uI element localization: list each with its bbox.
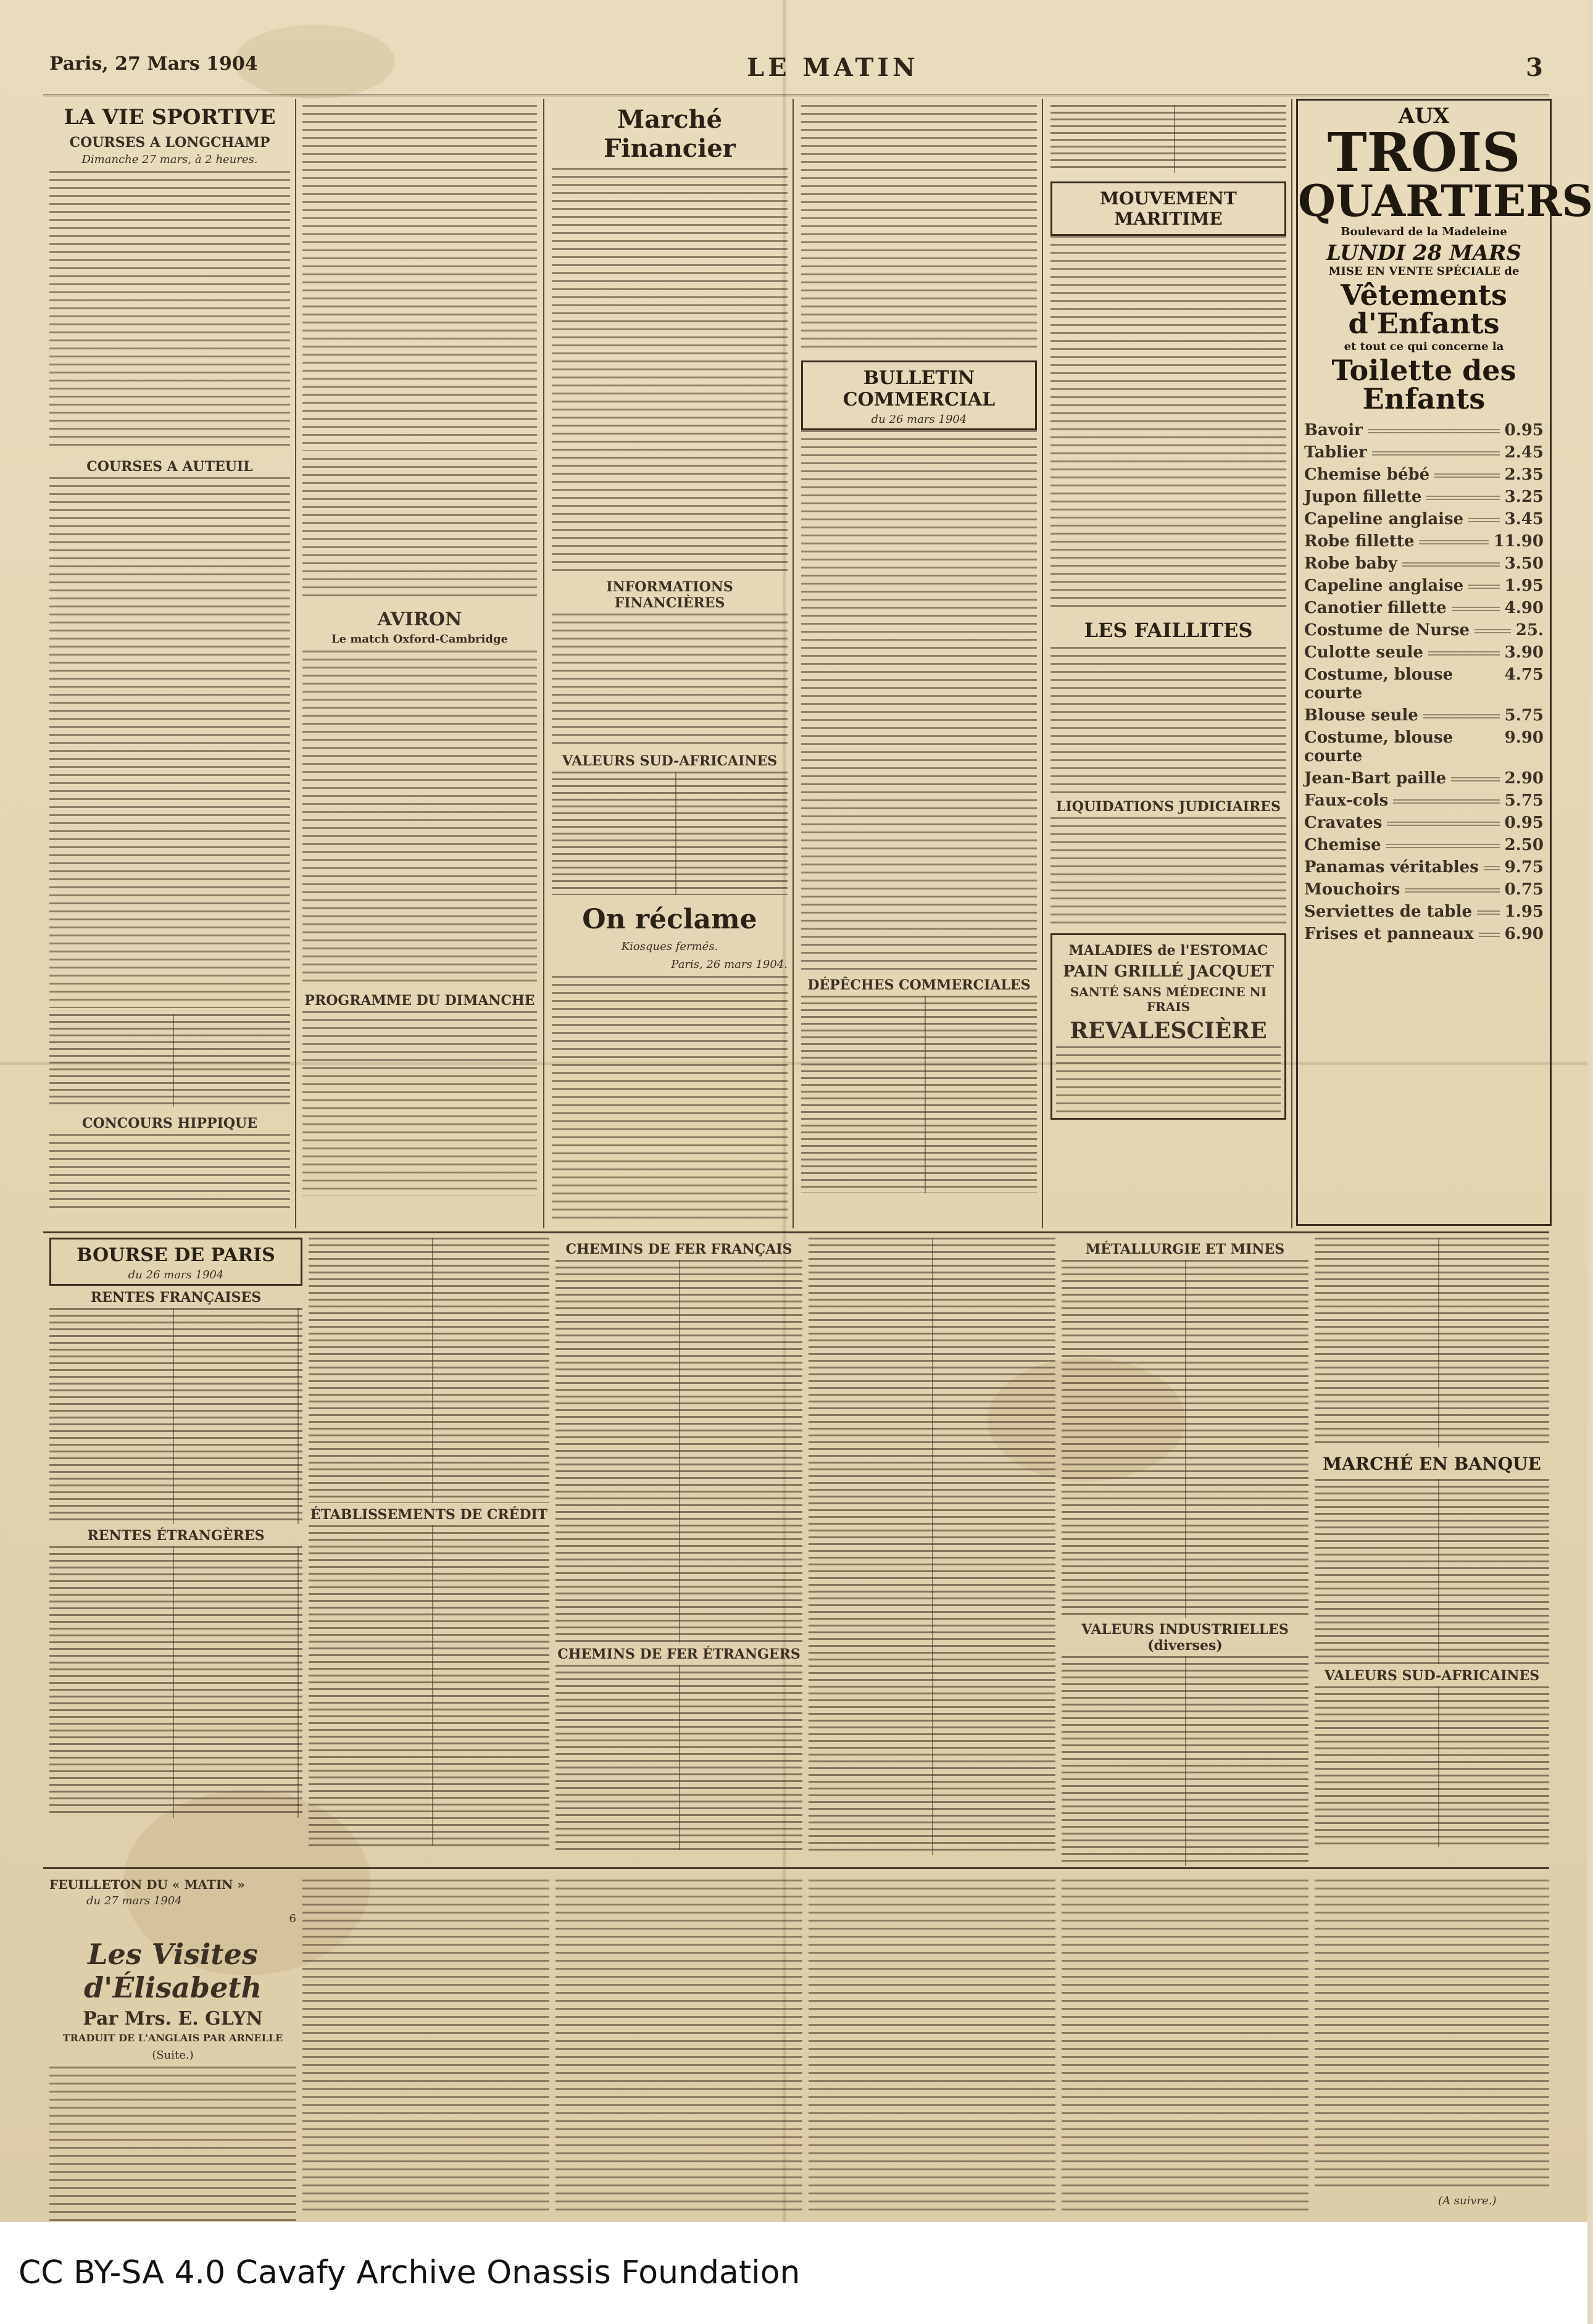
feuilleton-text (1315, 1880, 1549, 2188)
column-bulletin (801, 99, 1037, 1228)
ad-item-row (1298, 704, 1550, 727)
heading-courses-longchamp: COURSES A LONGCHAMP (69, 135, 270, 151)
ad-item-description (1372, 451, 1500, 457)
ad-quartiers: QUARTIERS (1298, 175, 1593, 227)
ad-item-price: 1.95 (1504, 902, 1544, 921)
ad-item-name: Bavoir (1304, 421, 1363, 439)
section-vie-sportive: LA VIE SPORTIVE (64, 105, 276, 130)
ad-item-row (1298, 419, 1550, 441)
rentes-fr-table (49, 1308, 302, 1524)
bourse-col-1 (49, 1238, 302, 1861)
ad-item-name: Frises et panneaux (1304, 925, 1474, 943)
ad-item-price: 4.75 (1504, 665, 1544, 684)
heading-etablissements: ÉTABLISSEMENTS DE CRÉDIT (310, 1507, 548, 1523)
rentes-etr-table (49, 1546, 302, 1818)
ad-item-description (1387, 822, 1499, 828)
heading-rentes-fr: RENTES FRANÇAISES (90, 1289, 262, 1306)
column-marche (552, 99, 788, 1228)
ad-item-row (1298, 597, 1550, 619)
text-block (552, 168, 788, 575)
bourse-table (1315, 1238, 1549, 1447)
ad-item-row (1298, 641, 1550, 664)
ad-item-name: Robe fillette (1304, 532, 1415, 551)
feuilleton-text (809, 1880, 1055, 2213)
text-block (49, 171, 290, 449)
on-reclame-sub: Kiosques fermés. (621, 940, 718, 953)
ad-item-price: 0.95 (1504, 814, 1544, 832)
valeurs-sud-table (1315, 1686, 1549, 1847)
bourse-col-4 (809, 1238, 1055, 1861)
ad-item-row (1298, 664, 1550, 704)
section-bourse: BOURSE DE PARIS (77, 1244, 275, 1266)
ad-item-row (1298, 575, 1550, 597)
bourse-col-5 (1062, 1238, 1308, 1861)
aviron-subtitle: Le match Oxford-Cambridge (331, 633, 508, 646)
ad-item-row (1298, 856, 1550, 878)
masthead-date: Paris, 27 Mars 1904 (49, 53, 258, 75)
ad-item-name: Robe baby (1304, 554, 1398, 573)
column-maritime (1050, 99, 1286, 1228)
bulletin-header-box (801, 360, 1037, 430)
ad-pain-grille (1050, 933, 1286, 1120)
bourse-col-2 (309, 1238, 549, 1861)
column-rule (1042, 99, 1043, 1228)
ad-item-description (1484, 866, 1500, 872)
ad-item-description (1468, 518, 1499, 524)
ad-trois-quartiers (1296, 99, 1593, 1226)
bourse-date: du 26 mars 1904 (128, 1268, 224, 1281)
values-table (552, 772, 788, 895)
feuilleton-band (49, 1873, 1549, 2216)
caption-text: CC BY-SA 4.0 Cavafy Archive Onassis Foundation (19, 2254, 801, 2291)
text-block (49, 477, 290, 1008)
metallurgie-table (1062, 1260, 1308, 1618)
heading-informations: INFORMATIONS FINANCIÈRES (606, 579, 733, 611)
ad-maladies: MALADIES de l'ESTOMAC (1068, 943, 1268, 959)
text-block (302, 458, 537, 600)
ad-item-row (1298, 464, 1550, 486)
heading-valeurs-sud-2: VALEURS SUD-AFRICAINES (1324, 1668, 1540, 1684)
feuilleton-text (555, 1880, 802, 2213)
ad-item-price: 0.75 (1504, 880, 1544, 899)
section-bulletin: BULLETIN COMMERCIAL (842, 367, 996, 410)
ad-item-row (1298, 619, 1550, 641)
ad-item-name: Canotier fillette (1304, 599, 1447, 617)
ad-item-name: Costume, blouse courte (1304, 728, 1454, 765)
ad-item-price: 2.45 (1504, 443, 1544, 462)
ad-address: Boulevard de la Madeleine (1341, 225, 1507, 238)
text-block (801, 430, 1037, 973)
text-block (302, 651, 537, 984)
ad-item-description (1426, 496, 1499, 502)
column-sport (49, 99, 290, 1228)
ad-item-row (1298, 441, 1550, 464)
ad-item-description (1477, 910, 1500, 917)
ad-item-price: 5.75 (1504, 791, 1544, 810)
ad-trois: TROIS (1327, 122, 1521, 184)
ad-item-price: 4.90 (1504, 599, 1544, 617)
ad-item-row (1298, 923, 1550, 945)
ad-item-name: Jupon fillette (1304, 488, 1422, 506)
ad-item-row (1298, 552, 1550, 575)
ad-item-price: 3.25 (1504, 488, 1544, 506)
heading-metallurgie: MÉTALLURGIE ET MINES (1085, 1241, 1285, 1257)
text-block (801, 105, 1037, 352)
masthead-title: LE MATIN (747, 53, 919, 82)
ad-item-name: Jean-Bart paille (1304, 769, 1447, 788)
on-reclame-date: Paris, 26 mars 1904. (671, 958, 788, 971)
ad-item-price: 3.90 (1504, 643, 1544, 662)
section-divider (43, 1867, 1549, 1869)
ad-day: LUNDI 28 MARS (1326, 241, 1521, 265)
ad-item-description (1452, 607, 1500, 613)
text-block (1056, 1046, 1281, 1114)
ad-item-description (1405, 888, 1499, 894)
heading-depeches: DÉPÊCHES COMMERCIALES (807, 977, 1031, 993)
bourse-band (49, 1238, 1549, 1861)
ad-item-price: 11.90 (1493, 532, 1544, 551)
ad-item-name: Culotte seule (1304, 643, 1423, 662)
ad-item-price: 1.95 (1504, 577, 1544, 595)
longchamp-date: Dimanche 27 mars, à 2 heures. (81, 153, 258, 166)
ad-aux: AUX (1398, 104, 1450, 128)
feuilleton-title: Les Visites d'Élisabeth (83, 1938, 262, 2004)
license-caption (0, 2222, 1587, 2324)
ad-item-name: Mouchoirs (1304, 880, 1400, 899)
ad-item-price: 25. (1515, 621, 1544, 639)
ad-item-row (1298, 834, 1550, 856)
ad-item-price: 2.90 (1504, 769, 1544, 788)
heading-aviron: AVIRON (377, 609, 462, 630)
page-number: 3 (1526, 53, 1543, 82)
ad-item-name: Capeline anglaise (1304, 577, 1464, 595)
masthead (43, 44, 1549, 96)
ad-item-name: Costume, blouse courte (1304, 665, 1454, 702)
bourse-col-6 (1315, 1238, 1549, 1861)
ad-toilette: Toilette des Enfants (1331, 354, 1516, 415)
ad-item-description (1423, 714, 1500, 720)
section-divider (43, 1231, 1549, 1233)
text-block (302, 1011, 537, 1196)
ad-item-name: Cravates (1304, 814, 1383, 832)
text-block (49, 1134, 290, 1208)
marche-banque-table (1315, 1479, 1549, 1664)
credit-table (309, 1525, 549, 1846)
ad-item-description (1393, 799, 1499, 806)
ad-item-price: 6.90 (1504, 925, 1544, 943)
ad-item-name: Chemise bébé (1304, 465, 1430, 484)
feuilleton-translated: TRADUIT DE L'ANGLAIS PAR ARNELLE (62, 2032, 283, 2044)
ad-item-name: Blouse seule (1304, 706, 1418, 725)
chemins-fr-table (555, 1260, 802, 1643)
ad-revalesciere: REVALESCIÈRE (1070, 1018, 1267, 1044)
depeches-table (801, 996, 1037, 1193)
ad-item-row (1298, 901, 1550, 923)
heading-programme: PROGRAMME DU DIMANCHE (304, 993, 535, 1009)
results-table (49, 1014, 290, 1107)
feuilleton-header: FEUILLETON DU « MATIN » (49, 1877, 245, 1892)
heading-liquidations: LIQUIDATIONS JUDICIAIRES (1056, 799, 1281, 815)
ad-item-price: 9.90 (1504, 728, 1544, 747)
column-sport-2 (302, 99, 537, 1228)
bulletin-date: du 26 mars 1904 (871, 413, 967, 426)
ad-vetements: Vêtements d'Enfants (1341, 278, 1507, 340)
section-on-reclame: On réclame (582, 904, 757, 935)
heading-valeurs-industrielles: VALEURS INDUSTRIELLES (diverses) (1081, 1622, 1289, 1654)
heading-chemins-etr: CHEMINS DE FER ÉTRANGERS (557, 1646, 801, 1662)
ad-item-name: Capeline anglaise (1304, 510, 1464, 528)
text-block (1050, 817, 1286, 928)
text-block (49, 2067, 296, 2221)
ad-item-name: Tablier (1304, 443, 1367, 462)
chemins-etr-table (555, 1665, 802, 1850)
text-block (552, 614, 788, 749)
feuilleton-suite: (Suite.) (152, 2049, 194, 2062)
bourse-header (49, 1238, 302, 1286)
heading-valeurs-sud: VALEURS SUD-AFRICAINES (562, 753, 778, 769)
ad-item-description (1386, 844, 1500, 850)
feuilleton-text (1062, 1880, 1308, 2213)
bourse-table (309, 1238, 549, 1503)
ad-item-price: 9.75 (1504, 858, 1544, 877)
bourse-col-3 (555, 1238, 802, 1861)
ad-item-name: Costume de Nurse (1304, 621, 1470, 639)
ad-item-name: Serviettes de table (1304, 902, 1473, 921)
column-rule (1291, 99, 1292, 1228)
ad-item-name: Panamas véritables (1304, 858, 1479, 877)
ad-item-name: Faux-cols (1304, 791, 1389, 810)
ad-item-price: 2.35 (1504, 465, 1544, 484)
heading-rentes-etr: RENTES ÉTRANGÈRES (87, 1528, 265, 1544)
ad-price-list (1298, 419, 1550, 945)
text-block (1050, 647, 1286, 795)
ad-item-price: 3.50 (1504, 554, 1544, 573)
column-rule (543, 99, 544, 1228)
ad-item-price: 5.75 (1504, 706, 1544, 725)
ad-item-row (1298, 812, 1550, 834)
ad-item-description (1368, 429, 1500, 435)
heading-concours-hippique: CONCOURS HIPPIQUE (81, 1115, 258, 1131)
ad-item-row (1298, 508, 1550, 530)
maritime-header-box (1050, 181, 1286, 236)
feuilleton-author: Par Mrs. E. GLYN (83, 2008, 263, 2030)
ad-item-name: Chemise (1304, 836, 1381, 854)
ad-et-tout: et tout ce qui concerne la (1344, 340, 1504, 353)
ad-item-description (1474, 629, 1511, 635)
ad-sale: MISE EN VENTE SPÉCIALE de (1328, 265, 1520, 278)
heading-courses-auteuil: COURSES A AUTEUIL (86, 459, 253, 475)
heading-chemins-fr: CHEMINS DE FER FRANÇAIS (565, 1241, 792, 1257)
ad-item-price: 0.95 (1504, 421, 1544, 439)
ad-item-description (1479, 933, 1500, 939)
ad-item-row (1298, 789, 1550, 812)
heading-marche-banque: MARCHÉ EN BANQUE (1323, 1454, 1541, 1474)
ad-item-description (1468, 585, 1499, 591)
feuilleton-col-1 (49, 1873, 296, 2216)
feuilleton-text (302, 1880, 549, 2213)
text-block (1050, 236, 1286, 612)
bourse-table (809, 1238, 1055, 1855)
ad-item-price: 2.50 (1504, 836, 1544, 854)
small-table (1050, 105, 1286, 173)
column-rule (295, 99, 296, 1228)
ad-item-row (1298, 530, 1550, 552)
ad-item-description (1451, 777, 1500, 783)
section-mouvement-maritime: MOUVEMENT MARITIME (1100, 188, 1237, 229)
ad-item-description (1434, 473, 1499, 480)
valeurs-industrielles-table (1062, 1656, 1308, 1866)
feuilleton-number: 6 (289, 1912, 296, 1925)
ad-item-description (1419, 540, 1488, 546)
text-block (552, 976, 788, 1223)
text-block (302, 105, 537, 451)
column-rule (792, 99, 794, 1228)
ad-item-description (1402, 562, 1500, 569)
ad-sante: SANTÉ SANS MÉDECINE NI FRAIS (1070, 985, 1267, 1014)
ad-pain: PAIN GRILLÉ JACQUET (1063, 962, 1274, 981)
ad-item-description (1428, 651, 1500, 657)
ad-item-row (1298, 878, 1550, 901)
feuilleton-a-suivre: (A suivre.) (1438, 2194, 1497, 2207)
section-faillites: LES FAILLITES (1084, 618, 1253, 642)
feuilleton-date: du 27 mars 1904 (86, 1894, 182, 1907)
ad-item-price: 3.45 (1504, 510, 1544, 528)
ad-item-row (1298, 767, 1550, 789)
ad-item-row (1298, 727, 1550, 767)
section-marche-financier: Marché Financier (604, 105, 736, 163)
ad-item-row (1298, 486, 1550, 508)
